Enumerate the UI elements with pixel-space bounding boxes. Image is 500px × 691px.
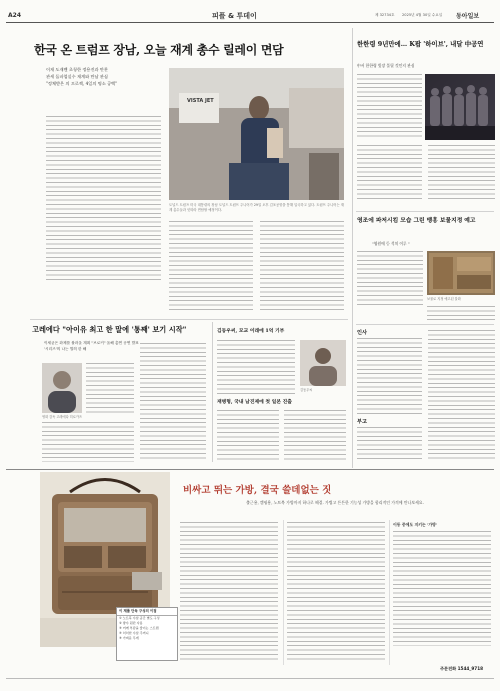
heritage-body-text-1: [357, 251, 423, 307]
ad-body-text-2: [287, 522, 385, 662]
koreeda-body-text-1: [86, 363, 134, 413]
obituary-notice-label: 부고: [357, 419, 368, 425]
koreeda-body-text-2: [42, 422, 134, 462]
donor-portrait: [300, 340, 346, 386]
lead-body-text-3: [260, 221, 344, 313]
ad-box-item-1: ① 노트북 수납 공간 별도 구성: [119, 616, 160, 620]
people-notices-text-1: [357, 338, 422, 414]
lead-body-text-1: [46, 116, 161, 282]
donor-portrait-image: [300, 340, 346, 386]
header-rule: [6, 22, 494, 23]
ad-box-title: 이 제품 단독 구성의 이점: [117, 608, 177, 616]
donor-byline: 김동우씨, 모교 이래에 1억 기부: [217, 328, 285, 334]
lead-headline: 한국 온 트럼프 장남, 오늘 재계 총수 릴레이 면담: [34, 43, 284, 57]
section-title: 피플 & 투데이: [212, 12, 257, 20]
section-rule-right: [356, 211, 494, 212]
portrait-image: [42, 363, 82, 413]
jaebyeong-headline: 재병형, 국내 남진제에 첫 일본 진출: [217, 399, 292, 405]
jaebyeong-body-text-2: [284, 410, 346, 462]
ad-box-item-5: ⑤ 가벼운 무게: [119, 635, 139, 640]
koreeda-body-text-3: [140, 343, 206, 462]
lead-photo: [169, 68, 344, 200]
ad-intro: 출근용, 캠핑용, 노트북 가방까지 하나로 해결. 가볍고 튼튼한 기능성 가방을 합리적인 가격에 만나보세요.: [246, 500, 424, 505]
hybe-subhead: 中서 한한령 빗장 풀릴 것인지 관심: [357, 63, 415, 68]
paper-name: 동아일보: [456, 13, 480, 20]
section-rule-notices: [356, 324, 494, 325]
heritage-headline: 영조에 파저시킴 모습 그린 뱅홍 보물지정 예고: [357, 218, 476, 224]
heritage-body-text-2: [427, 306, 495, 320]
hybe-body-text-3: [428, 145, 495, 201]
ad-order-phone: 주문전화 1544_9718: [440, 666, 484, 671]
people-notices-text-2: [428, 330, 495, 460]
page-bottom-rule: [6, 678, 494, 679]
obituary-notices-text: [357, 427, 422, 460]
ad-headline: 비싸고 뛰는 가방, 결국 쓸데없는 짓: [183, 485, 332, 496]
painting-image: [427, 251, 495, 295]
photo-sign-text: VISTA JET: [187, 98, 214, 104]
ad-top-rule: [6, 469, 494, 470]
edition-number: 제 32734호: [375, 13, 395, 17]
hybe-photo: [425, 74, 495, 140]
koreeda-portrait: [42, 363, 82, 413]
people-notice-label: 인사: [357, 330, 368, 336]
koreeda-headline: 고레에다 "아이유 최고 한 말에 '통째' 보기 시작": [32, 325, 187, 334]
heritage-photo: [427, 251, 495, 295]
idol-group-image: [425, 74, 495, 140]
column-divider-1: [352, 28, 353, 468]
jaebyeong-body-text-1: [217, 410, 279, 462]
heritage-photo-caption: 보물로 지정 예고된 불화: [427, 297, 461, 301]
lead-deck: 이재 도재벤 초청한 정용진과 만찬 관세 돌파업실수 재계와 만남 관심 "정체받은 의 프로젝, 4일의 명소 공백": [46, 67, 118, 87]
section-rule-left: [30, 319, 348, 320]
lead-photo-caption: 도널드 트럼프 미국 대통령의 장남 도널드 트럼프 주니어가 29일 오후 김포공항을 통해 입국하고 있다. 트럼프 주니어는 재계 총수들과 잇따라 면담할 예정이다.: [169, 203, 344, 212]
column-divider-2: [212, 322, 213, 462]
ad-box-item-4: ④ 넉넉한 수납 주머니: [119, 630, 149, 635]
donor-body-text-1: [217, 340, 295, 394]
ad-promo-line: 이동 중에도 지키는 '가방': [393, 522, 438, 527]
page-number: A24: [8, 12, 21, 19]
ad-column-divider-2: [389, 520, 390, 665]
donor-photo-caption: 김동우씨: [300, 388, 313, 392]
ad-body-text-3: [393, 531, 491, 646]
ad-box: [116, 607, 178, 661]
koreeda-photo-caption: 영화 감독 고레에다 히로카즈: [42, 415, 82, 419]
issue-date: 2025년 4월 30일 수요일: [402, 13, 443, 17]
hybe-body-text-2: [357, 145, 422, 201]
hybe-body-text-1: [357, 74, 422, 140]
ad-box-item-2: ② 방수 원단 사용: [119, 620, 143, 625]
heritage-subhead: "영원에 등 석치 이루 ": [372, 241, 410, 246]
lead-body-text-2: [169, 221, 253, 313]
ad-box-item-3: ③ 어깨 부담을 줄이는 스트랩: [119, 625, 159, 630]
hybe-headline: 한한령 9년만에… K팝 '하이브', 내달 中공연: [357, 40, 484, 48]
airport-scene-image: [169, 68, 344, 200]
ad-column-divider-1: [283, 520, 284, 665]
ad-body-text-1: [180, 522, 278, 662]
koreeda-subhead: 이세균은 화제를 불러올 계획 "브로커" 올해 총연 공연 발표 '시리즈'의 나는 열의 한 해: [44, 341, 139, 351]
